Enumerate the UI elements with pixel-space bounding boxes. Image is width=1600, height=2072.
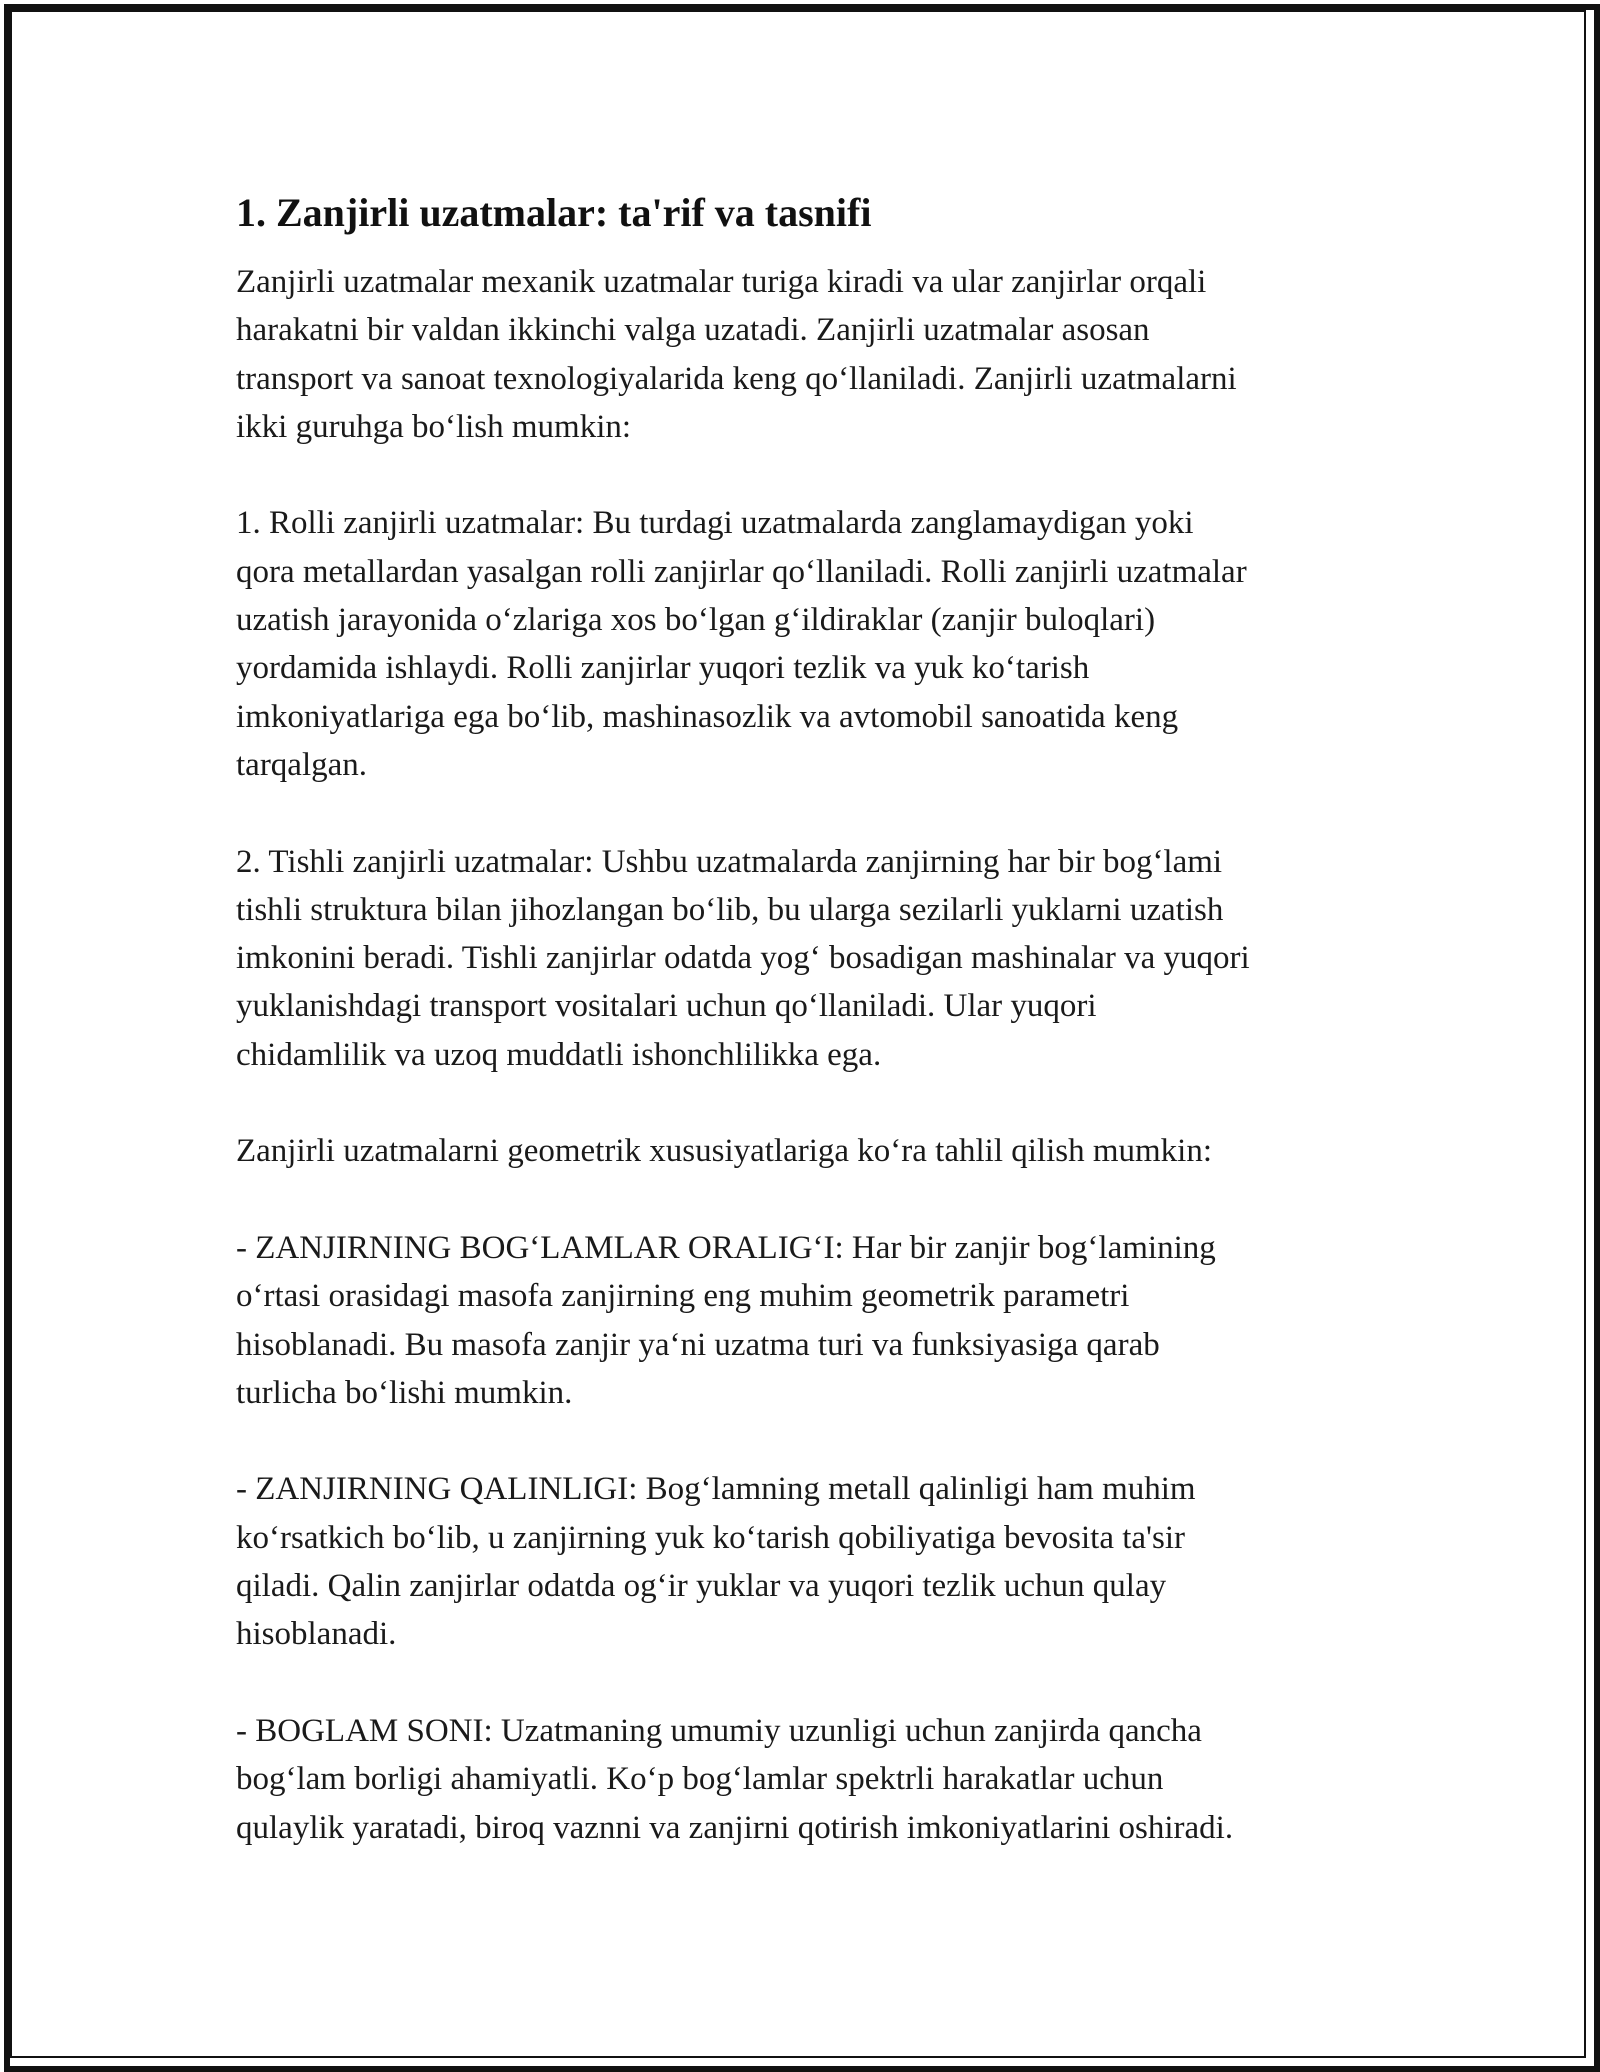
section-body-text: Zanjirli uzatmalar mexanik uzatmalar turiga kiradi va ular zanjirlar orqali harakatni bir valdan ikkinchi valga uzatadi. Zanjirli uzatmalar asosan transport va sanoat texnologiyalarida keng qoʻllaniladi. Zanjirli uzatmalarni ikki guruhga boʻlish mumkin: 1. Rolli zanjirli uzatmalar: Bu turdagi uzatmalarda zanglamaydigan yoki qora metallardan yasalgan rolli zanjirlar qoʻllaniladi. Rolli zanjirli uzatmalar uzatish jarayonida oʻzlariga xos boʻlgan gʻildiraklar (zanjir buloqlari) yordamida ishlaydi. Rolli zanjirlar yuqori tezlik va yuk koʻtarish imkoniyatlariga ega boʻlib, mashinasozlik va avtomobil sanoatida keng tarqalgan. 2. Tishli zanjirli uzatmalar: Ushbu uzatmalarda zanjirning har bir bogʻlami tishli struktura bilan jihozlangan boʻlib, bu ularga sezilarli yuklarni uzatish imkonini beradi. Tishli zanjirlar odatda yogʻ bosadigan mashinalar va yuqori yuklanishdagi transport vositalari uchun qoʻllaniladi. Ular yuqori chidamlilik va uzoq muddatli ishonchlilikka ega. Zanjirli uzatmalarni geometrik xususiyatlariga koʻra tahlil qilish mumkin: - ZANJIRNING BOGʻLAMLAR ORALIGʻI: Har bir zanjir bogʻlamining oʻrtasi orasidagi masofa zanjirning eng muhim geometrik parametri hisoblanadi. Bu masofa zanjir yaʻni uzatma turi va funksiyasiga qarab turlicha boʻlishi mumkin. - ZANJIRNING QALINLIGI: Bogʻlamning metall qalinligi ham muhim koʻrsatkich boʻlib, u zanjirning yuk koʻtarish qobiliyatiga bevosita ta'sir qiladi. Qalin zanjirlar odatda ogʻir yuklar va yuqori tezlik uchun qulay hisoblanadi. - BOGLAM SONI: Uzatmaning umumiy uzunligi uchun zanjirda qancha bogʻlam borligi ahamiyatli. Koʻp bogʻlamlar spektrli harakatlar uchun qulaylik yaratadi, biroq vaznni va zanjirni qotirish imkoniyatlarini oshiradi. [236,264,1250,1846]
section-heading: 1. Zanjirli uzatmalar: ta'rif va tasnifi [236,190,872,235]
document-content [236,188,1376,1852]
